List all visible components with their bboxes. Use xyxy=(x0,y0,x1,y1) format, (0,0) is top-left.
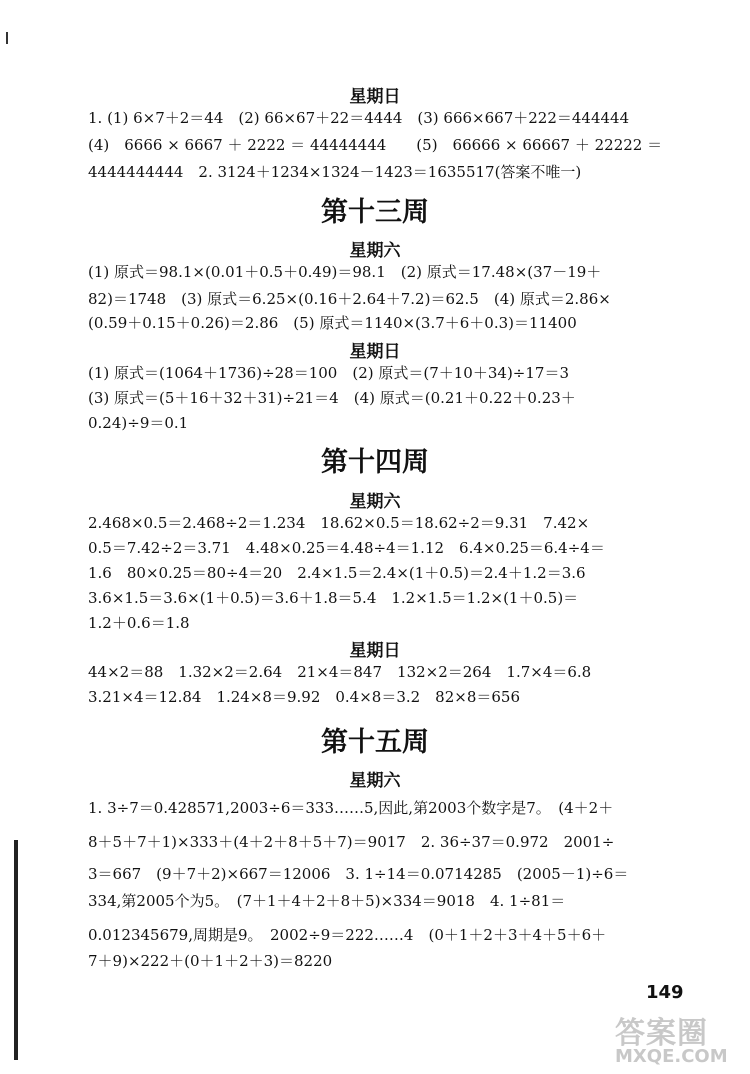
section-title-saturday: 星期六 xyxy=(349,241,401,261)
section-title-sunday: 星期日 xyxy=(349,87,401,107)
answer-line: 44×2＝88 1.32×2＝2.64 21×4＝847 132×2＝264 1.7×4＝6.8 xyxy=(88,663,592,681)
answer-line: (4) 6666 × 6667 ＋ 2222 ＝ 44444444 (5) 66666 × 66667 ＋ 22222 ＝ xyxy=(88,136,663,154)
answer-line: 8＋5＋7＋1)×333＋(4＋2＋8＋5＋7)＝9017 2. 36÷37＝0.972 2001÷ xyxy=(88,833,615,851)
answer-line: 3.6×1.5＝3.6×(1＋0.5)＝3.6＋1.8＝5.4 1.2×1.5＝1.2×(1＋0.5)＝ xyxy=(88,589,579,607)
watermark-url: MXQE.COM xyxy=(615,1046,728,1067)
week-title: 第十五周 xyxy=(321,727,429,758)
answer-line: 3＝667 (9＋7＋2)×667＝12006 3. 1÷14＝0.0714285 (2005－1)÷6＝ xyxy=(88,865,629,883)
watermark-logo xyxy=(615,1008,745,1068)
answer-line: 1. (1) 6×7＋2＝44 (2) 66×67＋22＝4444 (3) 666×667＋222＝444444 xyxy=(88,109,630,127)
answer-line: 3.21×4＝12.84 1.24×8＝9.92 0.4×8＝3.2 82×8＝656 xyxy=(88,688,521,706)
answer-line: 1. 3÷7＝0.428571,2003÷6＝333……5,因此,第2003个数字是7。 (4＋2＋ xyxy=(88,799,614,817)
section-title-saturday: 星期六 xyxy=(349,492,401,512)
answer-line: 2.468×0.5＝2.468÷2＝1.234 18.62×0.5＝18.62÷2＝9.31 7.42× xyxy=(88,514,590,532)
week-title: 第十四周 xyxy=(321,447,429,478)
answer-line: 0.24)÷9＝0.1 xyxy=(88,414,189,432)
scan-edge xyxy=(14,840,18,1060)
section-title-sunday: 星期日 xyxy=(349,342,401,362)
watermark-text: 答案圈 xyxy=(615,1016,708,1051)
page-number: 149 xyxy=(646,982,684,1003)
answer-line: 1.2＋0.6＝1.8 xyxy=(88,614,190,632)
answer-line: 82)＝1748 (3) 原式＝6.25×(0.16＋2.64＋7.2)＝62.5 (4) 原式＝2.86× xyxy=(88,290,611,308)
week-title: 第十三周 xyxy=(321,197,429,228)
answer-line: (0.59＋0.15＋0.26)＝2.86 (5) 原式＝1140×(3.7＋6＋0.3)＝11400 xyxy=(88,314,577,332)
answer-line: (1) 原式＝(1064＋1736)÷28＝100 (2) 原式＝(7＋10＋34)÷17＝3 xyxy=(88,364,569,382)
answer-line: 1.6 80×0.25＝80÷4＝20 2.4×1.5＝2.4×(1＋0.5)＝2.4＋1.2＝3.6 xyxy=(88,564,586,582)
section-title-saturday: 星期六 xyxy=(349,771,401,791)
answer-line: 7＋9)×222＋(0＋1＋2＋3)＝8220 xyxy=(88,952,333,970)
answer-line: (1) 原式＝98.1×(0.01＋0.5＋0.49)＝98.1 (2) 原式＝17.48×(37－19＋ xyxy=(88,263,602,281)
answer-line: 0.5＝7.42÷2＝3.71 4.48×0.25＝4.48÷4＝1.12 6.4×0.25＝6.4÷4＝ xyxy=(88,539,605,557)
answer-line: 4444444444 2. 3124＋1234×1324－1423＝1635517(答案不唯一) xyxy=(88,163,582,181)
answer-line: 334,第2005个为5。 (7＋1＋4＋2＋8＋5)×334＝9018 4. 1÷81＝ xyxy=(88,892,566,910)
section-title-sunday: 星期日 xyxy=(349,641,401,661)
answer-line: (3) 原式＝(5＋16＋32＋31)÷21＝4 (4) 原式＝(0.21＋0.22＋0.23＋ xyxy=(88,389,576,407)
scan-mark xyxy=(6,32,8,44)
answer-line: 0.012345679,周期是9。 2002÷9＝222……4 (0＋1＋2＋3＋4＋5＋6＋ xyxy=(88,926,607,944)
